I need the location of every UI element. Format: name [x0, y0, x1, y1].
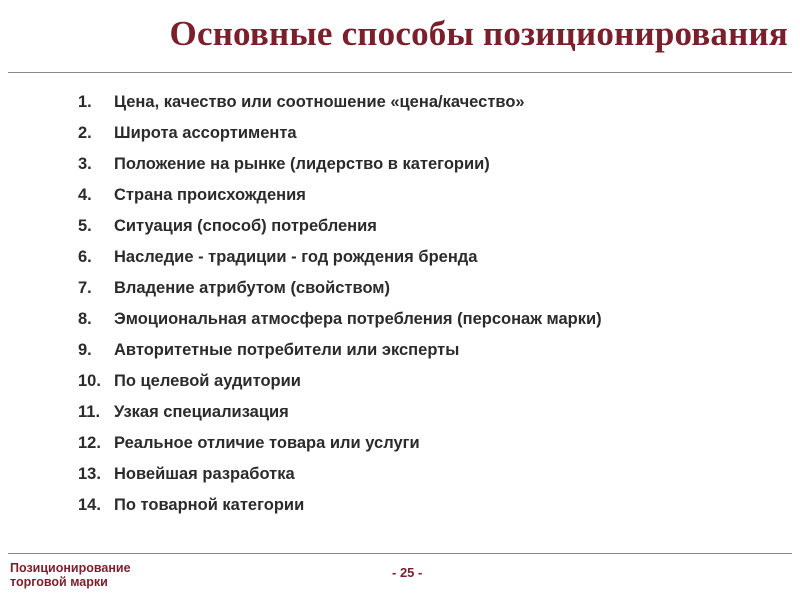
list-item-number: 6. — [78, 248, 92, 266]
list-item-number: 11. — [78, 403, 101, 421]
list-item-number: 7. — [78, 279, 92, 297]
list-item — [78, 307, 602, 338]
positioning-methods-list — [78, 90, 602, 524]
list-item-text: Страна происхождения — [114, 186, 306, 204]
list-item-number: 13. — [78, 465, 101, 483]
list-item-number: 12. — [78, 434, 101, 452]
list-item-number: 5. — [78, 217, 92, 235]
list-item — [78, 214, 602, 245]
list-item-number: 10. — [78, 372, 101, 390]
list-item — [78, 431, 602, 462]
title-divider — [8, 72, 792, 73]
list-item — [78, 369, 602, 400]
list-item-text: Наследие - традиции - год рождения бренда — [114, 248, 478, 266]
list-item-text: Ситуация (способ) потребления — [114, 217, 377, 235]
list-item — [78, 493, 602, 524]
list-item — [78, 462, 602, 493]
list-item-number: 9. — [78, 341, 92, 359]
footer-label: Позиционирование торговой марки — [10, 561, 131, 589]
list-item-text: Реальное отличие товара или услуги — [114, 434, 420, 452]
list-item-text: Узкая специализация — [114, 403, 289, 421]
list-item-number: 14. — [78, 496, 101, 514]
slide-title: Основные способы позиционирования — [169, 14, 788, 53]
list-item-text: Цена, качество или соотношение «цена/качество» — [114, 93, 525, 111]
list-item — [78, 400, 602, 431]
list-item-text: Владение атрибутом (свойством) — [114, 279, 391, 297]
page-number: - 25 - — [392, 565, 423, 580]
list-item — [78, 152, 602, 183]
list-item — [78, 245, 602, 276]
list-item — [78, 121, 602, 152]
list-item — [78, 90, 602, 121]
list-item-text: Новейшая разработка — [114, 465, 295, 483]
list-item-text: По товарной категории — [114, 496, 305, 514]
list-item-text: Авторитетные потребители или эксперты — [114, 341, 460, 359]
list-item-number: 4. — [78, 186, 92, 204]
list-item-text: По целевой аудитории — [114, 372, 301, 390]
list-item-text: Положение на рынке (лидерство в категории) — [114, 155, 490, 173]
list-item-text: Эмоциональная атмосфера потребления (персонаж марки) — [114, 310, 602, 328]
list-item — [78, 183, 602, 214]
list-item — [78, 276, 602, 307]
list-item-number: 8. — [78, 310, 92, 328]
list-item-text: Широта ассортимента — [114, 124, 297, 142]
list-item — [78, 338, 602, 369]
list-item-number: 1. — [78, 93, 92, 111]
list-item-number: 2. — [78, 124, 92, 142]
list-item-number: 3. — [78, 155, 92, 173]
footer-divider — [8, 553, 792, 554]
